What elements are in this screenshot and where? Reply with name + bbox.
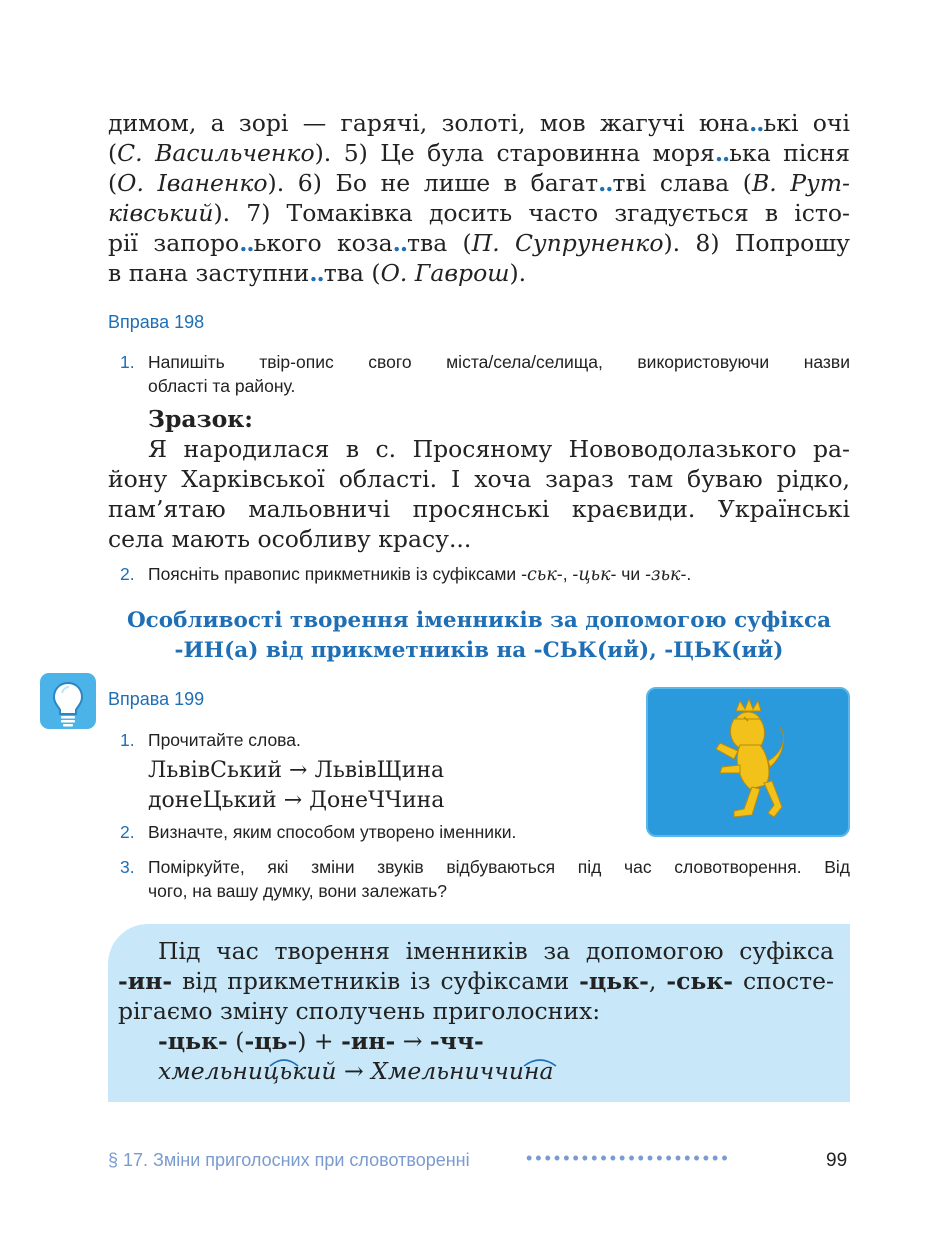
rule-line: -ин- від прикметників із суфіксами -цьк-, -ськ- спосте-	[118, 967, 835, 995]
text-line: в пана заступни..тва (О. Гаврош).	[108, 259, 527, 287]
text-line: димом, а зорі — гарячі, золоті, мов жагучі юна..ькі очі	[108, 109, 850, 137]
author-name: О. Гаврош	[380, 259, 510, 287]
task-line: Поміркуйте, які зміни звуків відбуваються під час словотворення. Від	[148, 857, 850, 877]
text-line: (О. Іваненко). 6) Бо не лише в багат..тві слава (В. Рут-	[108, 169, 850, 197]
page-number: 99	[826, 1150, 848, 1171]
exercise-198-title: Вправа 198	[108, 312, 205, 332]
task-line: Напишіть твір-опис свого міста/села/селища, використовуючи назви	[148, 352, 850, 372]
author-name: В. Рут-	[751, 169, 850, 197]
sample-label: Зразок:	[148, 405, 253, 433]
section-heading-line: -ИН(а) від прикметників на -СЬК(ий), -ЦЬК(ий)	[174, 638, 784, 663]
task-text: Прочитайте слова.	[148, 730, 301, 750]
task-number: 2.	[120, 564, 135, 584]
word-pair: донеЦький → ДонеЧЧина	[148, 788, 445, 813]
text-line: ківський). 7) Томаківка досить часто згадується в істо-	[108, 199, 850, 227]
task-number: 1.	[120, 730, 135, 750]
sample-line: пам’ятаю мальовничі просянські краєвиди. Українські	[108, 495, 850, 523]
text-line: (С. Васильченко). 5) Це була старовинна моря..ька пісня	[108, 139, 850, 167]
author-name: П. Супруненко	[471, 229, 664, 257]
sample-line: Я народилася в с. Просяному Нововодолазького ра-	[148, 435, 850, 463]
footer-section-title: § 17. Зміни приголосних при словотворенні	[108, 1150, 470, 1170]
section-heading-line: Особливості творення іменників за допомогою суфікса	[126, 608, 832, 633]
task-line: чого, на вашу думку, вони залежать?	[148, 881, 447, 901]
exercise-199-title: Вправа 199	[108, 689, 205, 709]
task-line: області та району.	[148, 376, 296, 396]
sample-line: села мають особливу красу...	[108, 525, 472, 553]
author-name: С. Васильченко	[117, 139, 315, 167]
text-line: рії запоро..ького коза..тва (П. Супруненко). 8) Попрошу	[108, 229, 850, 257]
exercise-198-task-2: 2. Поясніть правопис прикметників із суфіксами -ськ-, -цьк- чи -зьк-.	[120, 564, 692, 585]
task-number: 2.	[120, 822, 135, 842]
author-name: ківський	[108, 199, 214, 227]
sample-line: йону Харківської області. І хоча зараз там буваю рідко,	[108, 465, 850, 493]
task-number: 1.	[120, 352, 135, 372]
author-name: О. Іваненко	[117, 169, 268, 197]
word-pair: ЛьвівСький → ЛьвівЩина	[148, 758, 445, 783]
rule-formula: -цьк- (-ць-) + -ин- → -чч-	[158, 1027, 484, 1055]
rule-line: Під час творення іменників за допомогою суфікса	[158, 937, 834, 965]
rule-example: хмельницький → Хмельниччина	[158, 1057, 554, 1085]
rule-line: рігаємо зміну сполучень приголосних:	[118, 997, 601, 1025]
task-text: Визначте, яким способом утворено іменники.	[148, 822, 517, 842]
task-number: 3.	[120, 857, 135, 877]
footer-dot-leader: ••••••••••••••••••••••	[526, 1148, 731, 1168]
